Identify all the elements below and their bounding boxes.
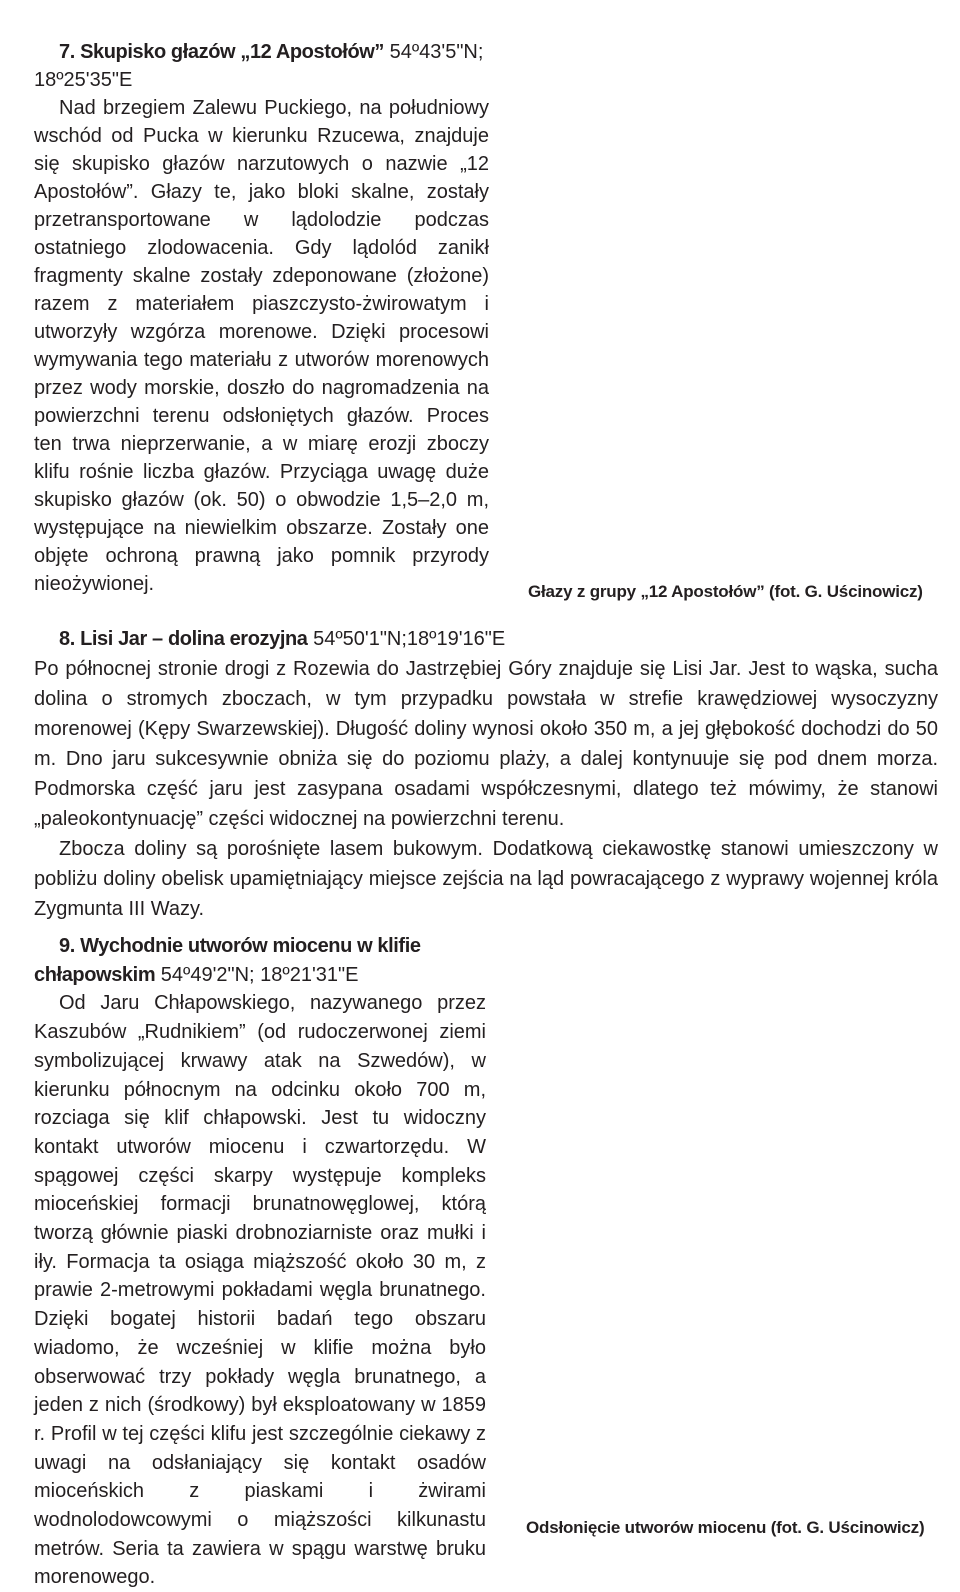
section-7-title: Skupisko głazów „12 Apostołów” (80, 41, 385, 63)
section-7-number: 7. (59, 41, 75, 63)
section-9-title: Wychodnie utworów miocenu w klifie chłapowskim (34, 935, 421, 986)
photo-caption-miocene: Odsłonięcie utworów miocenu (fot. G. Uścinowicz) (526, 1518, 925, 1537)
section-9-heading (34, 932, 486, 989)
section-8-number: 8. (59, 628, 75, 650)
section-9 (34, 932, 486, 1592)
section-8-title: Lisi Jar – dolina erozyjna (80, 628, 308, 650)
section-8-coords: 54º50'1"N;18º19'16"E (313, 628, 506, 650)
section-7 (34, 38, 489, 598)
photo-caption-apostles: Głazy z grupy „12 Apostołów” (fot. G. Uścinowicz) (528, 582, 923, 601)
section-8 (34, 624, 938, 924)
section-9-coords: 54º49'2"N; 18º21'31"E (160, 963, 359, 986)
section-7-body: Nad brzegiem Zalewu Puckiego, na południowy wschód od Pucka w kierunku Rzucewa, znajduje się skupisko głazów narzutowych o nazwie „12 Apostołów”. Głazy te, jako bloki skalne, zostały przetransportowane w lądolodzie podczas ostatniego zlodowacenia. Gdy lądolód zanikł fragmenty skalne zostały zdeponowane (złożone) razem z materiałem piaszczysto-żwirowatym i utworzyły wzgórza morenowe. Dzięki procesowi wymywania tego materiału z utworów morenowych przez wody morskie, doszło do nagromadzenia na powierzchni terenu odsłoniętych głazów. Proces ten trwa nieprzerwanie, a w miarę erozji zboczy klifu rośnie liczba głazów. Przyciąga uwagę duże skupisko głazów (ok. 50) o obwodzie 1,5–2,0 m, występujące na niewielkim obszarze. Zostały one objęte ochroną prawną jako pomnik przyrody nieożywionej. (34, 97, 489, 595)
section-8-heading (34, 624, 938, 654)
section-9-number: 9. (59, 935, 75, 957)
section-7-heading (34, 38, 489, 94)
section-8-paragraph-1: Po północnej stronie drogi z Rozewia do Jastrzębiej Góry znajduje się Lisi Jar. Jest to wąska, sucha dolina o stromych zboczach, w tym przypadku powstała w strefie krawędziowej wysoczyzny morenowej (Kępy Swarzewskiej). Długość doliny wynosi około 350 m, a jej głębokość dochodzi do 50 m. Dno jaru sukcesywnie obniża się do poziomu plaży, a dalej kontynuuje się pod dnem morza. Podmorska część jaru jest zasypana osadami współczesnymi, dlatego też mówimy, że stanowi „paleokontynuację” części widocznej na powierzchni terenu. (34, 658, 938, 830)
section-8-paragraph-2: Zbocza doliny są porośnięte lasem bukowym. Dodatkową ciekawostkę stanowi umieszczony w pobliżu doliny obelisk upamiętniający miejsce zejścia na ląd powracającego z wyprawy wojennej króla Zygmunta III Wazy. (34, 838, 938, 920)
section-9-body: Od Jaru Chłapowskiego, nazywanego przez Kaszubów „Rudnikiem” (od rudoczerwonej ziemi symbolizującej krwawy atak na Szwedów), w kierunku północnym na odcinku około 700 m, rozciaga się klif chłapowski. Jest tu widoczny kontakt utworów miocenu i czwartorzędu. W spągowej części skarpy występuje kompleks mioceńskiej formacji brunatnowęglowej, którą tworzą głównie piaski drobnoziarniste oraz mułki i iły. Formacja ta osiąga miąższość około 30 m, z prawie 2-metrowymi pokładami węgla brunatnego. Dzięki bogatej historii badań tego obszaru wiadomo, że wcześniej w klifie można było obserwować trzy pokłady węgla brunatnego, a jeden z nich (środkowy) był eksploatowany w 1859 r. Profil w tej części klifu jest szczególnie ciekawy z uwagi na odsłaniający się kontakt osadów mioceńskich z piaskami i żwirami wodnolodowcowymi o miąższości kilkunastu metrów. Seria ta zawiera w spągu warstwę bruku morenowego. (34, 992, 486, 1589)
section-7-coords: 54º43'5"N; 18º25'35"E (34, 41, 484, 91)
